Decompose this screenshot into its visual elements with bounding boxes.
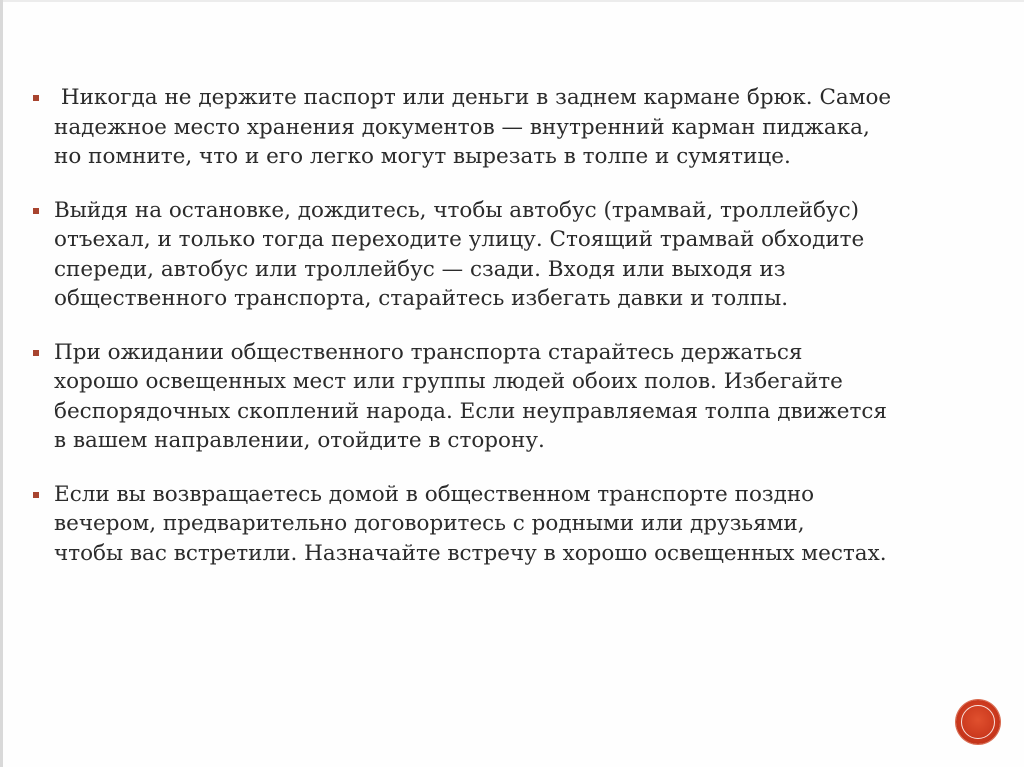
bullet-text-line: вечером, предварительно договоритесь с родными или друзьями,: [54, 511, 805, 536]
slide-top-border: [0, 0, 1024, 2]
bullet-text-line: спереди, автобус или троллейбус — сзади. Входя или выходя из: [54, 256, 786, 282]
bullet-item-3: [54, 338, 1014, 456]
bullet-text-line: Если вы возвращаетесь домой в общественном транспорте поздно: [54, 481, 815, 507]
bullet-item-1: [54, 83, 1014, 172]
bullet-item-2: [54, 196, 1014, 314]
bullet-text-line: Никогда не держите паспорт или деньги в заднем кармане брюк. Самое: [54, 85, 892, 110]
bullet-text-line: Выйдя на остановке, дождитесь, чтобы автобус (трамвай, троллейбус): [54, 197, 860, 223]
bullet-list: [54, 83, 1014, 592]
bullet-text-line: При ожидании общественного транспорта старайтесь держаться: [54, 339, 803, 365]
slide-nav-button[interactable]: [956, 700, 1000, 744]
bullet-text-line: но помните, что и его легко могут вырезать в толпе и сумятице.: [54, 144, 791, 169]
bullet-item-4: [54, 480, 1014, 569]
bullet-text-line: чтобы вас встретили. Назначайте встречу в хорошо освещенных местах.: [54, 540, 887, 566]
bullet-text-line: беспорядочных скоплений народа. Если неуправляемая толпа движется: [54, 398, 887, 424]
bullet-text-line: надежное место хранения документов — внутренний карман пиджака,: [54, 114, 870, 140]
bullet-square-icon: [33, 208, 39, 214]
bullet-square-icon: [33, 492, 39, 498]
bullet-square-icon: [33, 95, 39, 101]
circle-navigation-icon: [961, 705, 995, 739]
bullet-text-line: в вашем направлении, отойдите в сторону.: [54, 428, 545, 453]
bullet-square-icon: [33, 350, 39, 356]
bullet-text-line: общественного транспорта, старайтесь избегать давки и толпы.: [54, 286, 789, 311]
slide-left-border: [0, 0, 3, 767]
bullet-text-line: отъехал, и только тогда переходите улицу. Стоящий трамвай обходите: [54, 227, 865, 252]
bullet-text-line: хорошо освещенных мест или группы людей обоих полов. Избегайте: [54, 369, 843, 394]
